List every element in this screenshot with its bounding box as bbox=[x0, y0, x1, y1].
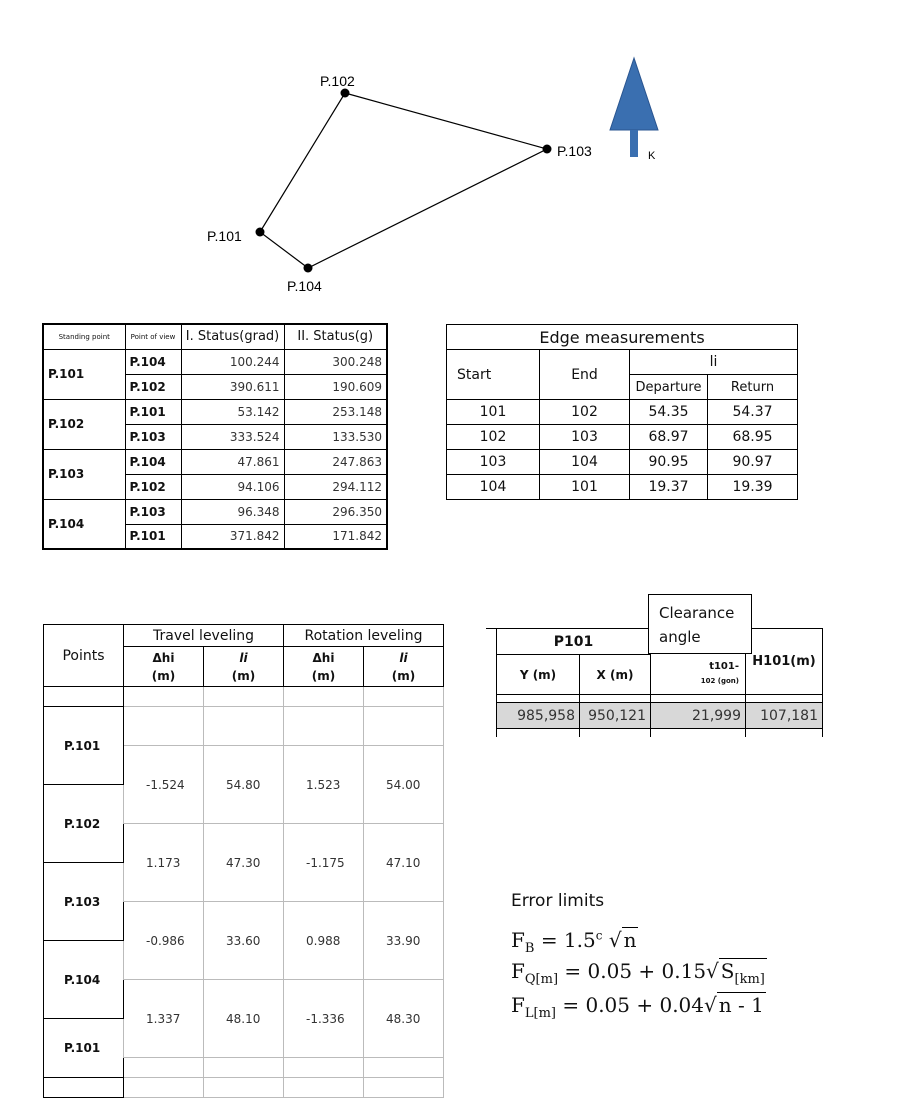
sqrt-icon: √ bbox=[704, 993, 717, 1017]
edge-start-cell: 103 bbox=[447, 450, 540, 475]
travel-li-cell: 48.10 bbox=[204, 980, 284, 1058]
p101-x-value: 950,121 bbox=[580, 703, 651, 729]
angle-measurements-table bbox=[42, 323, 388, 550]
rotation-dh-cell: 0.988 bbox=[284, 902, 364, 980]
formula-fb: $F_B = 1.5^c$ √ n bbox=[511, 928, 637, 956]
clearance-line-2: angle bbox=[659, 628, 701, 646]
edge-end-cell: 104 bbox=[540, 450, 630, 475]
p101-y-value: 985,958 bbox=[497, 703, 580, 729]
header-travel-leveling: Travel leveling bbox=[124, 625, 284, 647]
north-arrow-icon bbox=[610, 58, 658, 157]
edge-return-cell: 90.97 bbox=[708, 450, 798, 475]
edge-end-cell: 102 bbox=[540, 400, 630, 425]
travel-li-cell: 33.60 bbox=[204, 902, 284, 980]
point-of-view-cell: P.101 bbox=[125, 524, 181, 549]
header-first-status: I. Status(grad) bbox=[181, 324, 284, 349]
point-of-view-cell: P.101 bbox=[125, 399, 181, 424]
rotation-dh-cell: -1.175 bbox=[284, 824, 364, 902]
header-departure: Departure bbox=[630, 375, 708, 400]
edge-return-cell: 68.95 bbox=[708, 425, 798, 450]
rotation-dh-cell: -1.336 bbox=[284, 980, 364, 1058]
header-second-status: II. Status(g) bbox=[284, 324, 387, 349]
clearance-line-1: Clearance bbox=[659, 604, 735, 622]
formula-fl: $F_{L[m]} = 0.05 + 0.04√$ n - 1 bbox=[511, 993, 764, 1021]
point-of-view-cell: P.102 bbox=[125, 374, 181, 399]
standing-point-cell: P.103 bbox=[43, 449, 125, 499]
edge-end-cell: 103 bbox=[540, 425, 630, 450]
first-status-cell: 47.861 bbox=[181, 449, 284, 474]
edge-departure-cell: 68.97 bbox=[630, 425, 708, 450]
first-status-cell: 390.611 bbox=[181, 374, 284, 399]
point-marker-p102 bbox=[341, 89, 350, 98]
header-points: Points bbox=[44, 625, 124, 687]
clearance-angle-box bbox=[648, 594, 752, 654]
point-marker-p104 bbox=[304, 264, 313, 273]
edge-table-caption: Edge measurements bbox=[447, 325, 798, 350]
first-status-cell: 53.142 bbox=[181, 399, 284, 424]
p101-h-value: 107,181 bbox=[746, 703, 823, 729]
point-label-p101: P.101 bbox=[207, 228, 242, 244]
sqrt-icon: √ bbox=[608, 928, 622, 952]
edge-departure-cell: 54.35 bbox=[630, 400, 708, 425]
first-status-cell: 96.348 bbox=[181, 499, 284, 524]
travel-dh-cell: -0.986 bbox=[124, 902, 204, 980]
edge-end-cell: 101 bbox=[540, 475, 630, 500]
leveling-table bbox=[43, 624, 444, 1098]
rotation-dh-cell: 1.523 bbox=[284, 746, 364, 824]
header-y: Y (m) bbox=[497, 655, 580, 695]
second-status-cell: 294.112 bbox=[284, 474, 387, 499]
header-h101: H101(m) bbox=[746, 629, 823, 695]
header-start: Start bbox=[447, 350, 540, 400]
edge-measurements-table bbox=[446, 324, 798, 500]
traverse-polygon bbox=[260, 93, 547, 268]
p101-title: P101 bbox=[497, 629, 651, 655]
point-cell: P.104 bbox=[44, 941, 124, 1019]
second-status-cell: 133.530 bbox=[284, 424, 387, 449]
second-status-cell: 300.248 bbox=[284, 349, 387, 374]
north-label: K bbox=[648, 150, 656, 162]
header-li: li bbox=[630, 350, 798, 375]
first-status-cell: 94.106 bbox=[181, 474, 284, 499]
second-status-cell: 247.863 bbox=[284, 449, 387, 474]
second-status-cell: 171.842 bbox=[284, 524, 387, 549]
rotation-li-cell: 47.10 bbox=[364, 824, 444, 902]
header-x: X (m) bbox=[580, 655, 651, 695]
first-status-cell: 333.524 bbox=[181, 424, 284, 449]
rotation-li-cell: 54.00 bbox=[364, 746, 444, 824]
edge-departure-cell: 19.37 bbox=[630, 475, 708, 500]
travel-dh-cell: 1.337 bbox=[124, 980, 204, 1058]
point-marker-p103 bbox=[543, 145, 552, 154]
point-cell: P.103 bbox=[44, 863, 124, 941]
formula-fq: $F_{Q[m]} = 0.05 + 0.15√$ $S_{[km]}$ bbox=[511, 959, 765, 987]
point-cell: P.101 bbox=[44, 1019, 124, 1078]
header-rotation-li: li (m) bbox=[364, 647, 444, 687]
point-label-p104: P.104 bbox=[287, 278, 322, 294]
first-status-cell: 100.244 bbox=[181, 349, 284, 374]
point-of-view-cell: P.103 bbox=[125, 499, 181, 524]
header-rotation-dh: Δhi (m) bbox=[284, 647, 364, 687]
header-travel-li: li (m) bbox=[204, 647, 284, 687]
header-travel-dh: Δhi (m) bbox=[124, 647, 204, 687]
second-status-cell: 190.609 bbox=[284, 374, 387, 399]
first-status-cell: 371.842 bbox=[181, 524, 284, 549]
edge-start-cell: 101 bbox=[447, 400, 540, 425]
second-status-cell: 296.350 bbox=[284, 499, 387, 524]
p101-table-leader-line bbox=[486, 628, 496, 629]
point-of-view-cell: P.104 bbox=[125, 349, 181, 374]
travel-dh-cell: 1.173 bbox=[124, 824, 204, 902]
point-cell: P.102 bbox=[44, 785, 124, 863]
point-marker-p101 bbox=[256, 228, 265, 237]
point-label-p102: P.102 bbox=[320, 73, 355, 89]
rotation-li-cell: 33.90 bbox=[364, 902, 444, 980]
edge-return-cell: 54.37 bbox=[708, 400, 798, 425]
edge-start-cell: 102 bbox=[447, 425, 540, 450]
traverse-diagram bbox=[0, 0, 897, 300]
point-cell: P.101 bbox=[44, 707, 124, 785]
edge-start-cell: 104 bbox=[447, 475, 540, 500]
sqrt-icon: √ bbox=[706, 959, 719, 983]
standing-point-cell: P.104 bbox=[43, 499, 125, 549]
edge-departure-cell: 90.95 bbox=[630, 450, 708, 475]
header-end: End bbox=[540, 350, 630, 400]
rotation-li-cell: 48.30 bbox=[364, 980, 444, 1058]
standing-point-cell: P.101 bbox=[43, 349, 125, 399]
p101-t-value: 21,999 bbox=[651, 703, 746, 729]
second-status-cell: 253.148 bbox=[284, 399, 387, 424]
header-t101: t101- 102 (gon) bbox=[651, 655, 746, 695]
header-return: Return bbox=[708, 375, 798, 400]
header-rotation-leveling: Rotation leveling bbox=[284, 625, 444, 647]
point-label-p103: P.103 bbox=[557, 143, 592, 159]
header-standing-point: Standing point bbox=[43, 324, 125, 349]
standing-point-cell: P.102 bbox=[43, 399, 125, 449]
travel-li-cell: 47.30 bbox=[204, 824, 284, 902]
header-point-of-view: Point of view bbox=[125, 324, 181, 349]
point-of-view-cell: P.104 bbox=[125, 449, 181, 474]
error-limits-title: Error limits bbox=[511, 891, 605, 911]
travel-li-cell: 54.80 bbox=[204, 746, 284, 824]
edge-return-cell: 19.39 bbox=[708, 475, 798, 500]
travel-dh-cell: -1.524 bbox=[124, 746, 204, 824]
point-of-view-cell: P.103 bbox=[125, 424, 181, 449]
point-of-view-cell: P.102 bbox=[125, 474, 181, 499]
